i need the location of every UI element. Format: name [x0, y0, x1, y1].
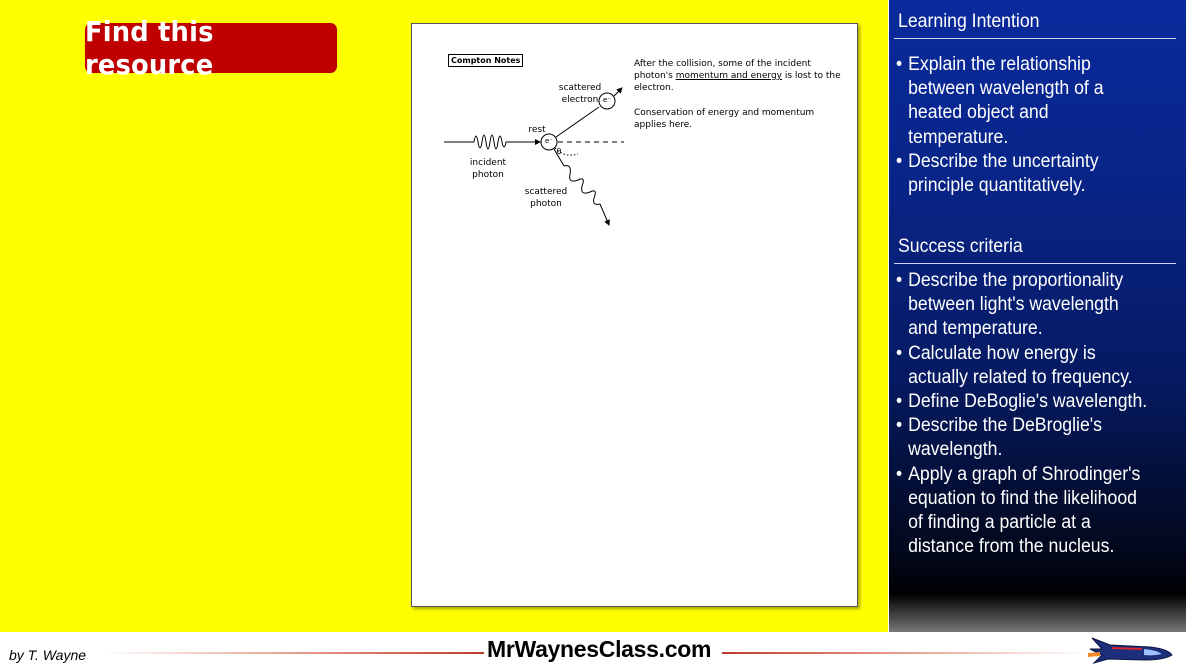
- label-electron-symbol-rest: e⁻: [544, 137, 553, 145]
- success-criteria-list: [896, 269, 1181, 559]
- electron-path: [556, 107, 599, 137]
- success-item: • Describe the proportionality between light's wavelength and temperature.: [896, 269, 1161, 342]
- electron-arrow: [614, 88, 622, 96]
- learning-intention-list: [896, 53, 1181, 198]
- success-item: • Define DeBoglie's wavelength.: [896, 390, 1161, 414]
- footer: [0, 632, 1186, 667]
- incident-wave: [474, 135, 506, 149]
- worksheet-title: Compton Notes: [448, 54, 523, 67]
- find-resource-button[interactable]: Find this resource: [85, 23, 337, 73]
- success-criteria-heading: Success criteria: [898, 236, 1023, 257]
- label-scattered-photon: scattered photon: [524, 187, 568, 209]
- label-rest: rest: [528, 125, 546, 135]
- rocket-icon: [1088, 635, 1174, 665]
- label-theta: θ: [556, 147, 562, 156]
- objectives-panel: [889, 0, 1186, 632]
- success-item: • Apply a graph of Shrodinger's equation to find the likelihood of finding a particle at a distance from the nucleus.: [896, 463, 1161, 560]
- footer-line-right: [722, 652, 1090, 654]
- site-link[interactable]: MrWaynesClass.com: [487, 636, 712, 662]
- label-electron-symbol-scattered: e⁻: [602, 96, 611, 104]
- note-collision: After the collision, some of the incident photon's momentum and energy is lost to the electron.: [634, 59, 841, 93]
- note-conservation: Conservation of energy and momentum applies here.: [634, 108, 815, 130]
- learning-item: • Explain the relationship between wavelength of a heated object and temperature.: [896, 53, 1161, 150]
- success-item: • Describe the DeBroglie's wavelength.: [896, 414, 1161, 462]
- success-item: • Calculate how energy is actually related to frequency.: [896, 342, 1161, 390]
- learning-item: • Describe the uncertainty principle quantitatively.: [896, 150, 1161, 198]
- learning-divider: [894, 38, 1176, 39]
- label-scattered-electron: scattered electron: [558, 83, 602, 105]
- success-divider: [894, 263, 1176, 264]
- worksheet-preview: [411, 23, 858, 607]
- scattered-photon-arrow: [600, 204, 609, 225]
- footer-line-left: [100, 652, 484, 654]
- learning-intention-heading: Learning Intention: [898, 11, 1040, 32]
- author-byline: by T. Wayne: [9, 647, 87, 663]
- label-incident-photon: incident photon: [469, 158, 507, 180]
